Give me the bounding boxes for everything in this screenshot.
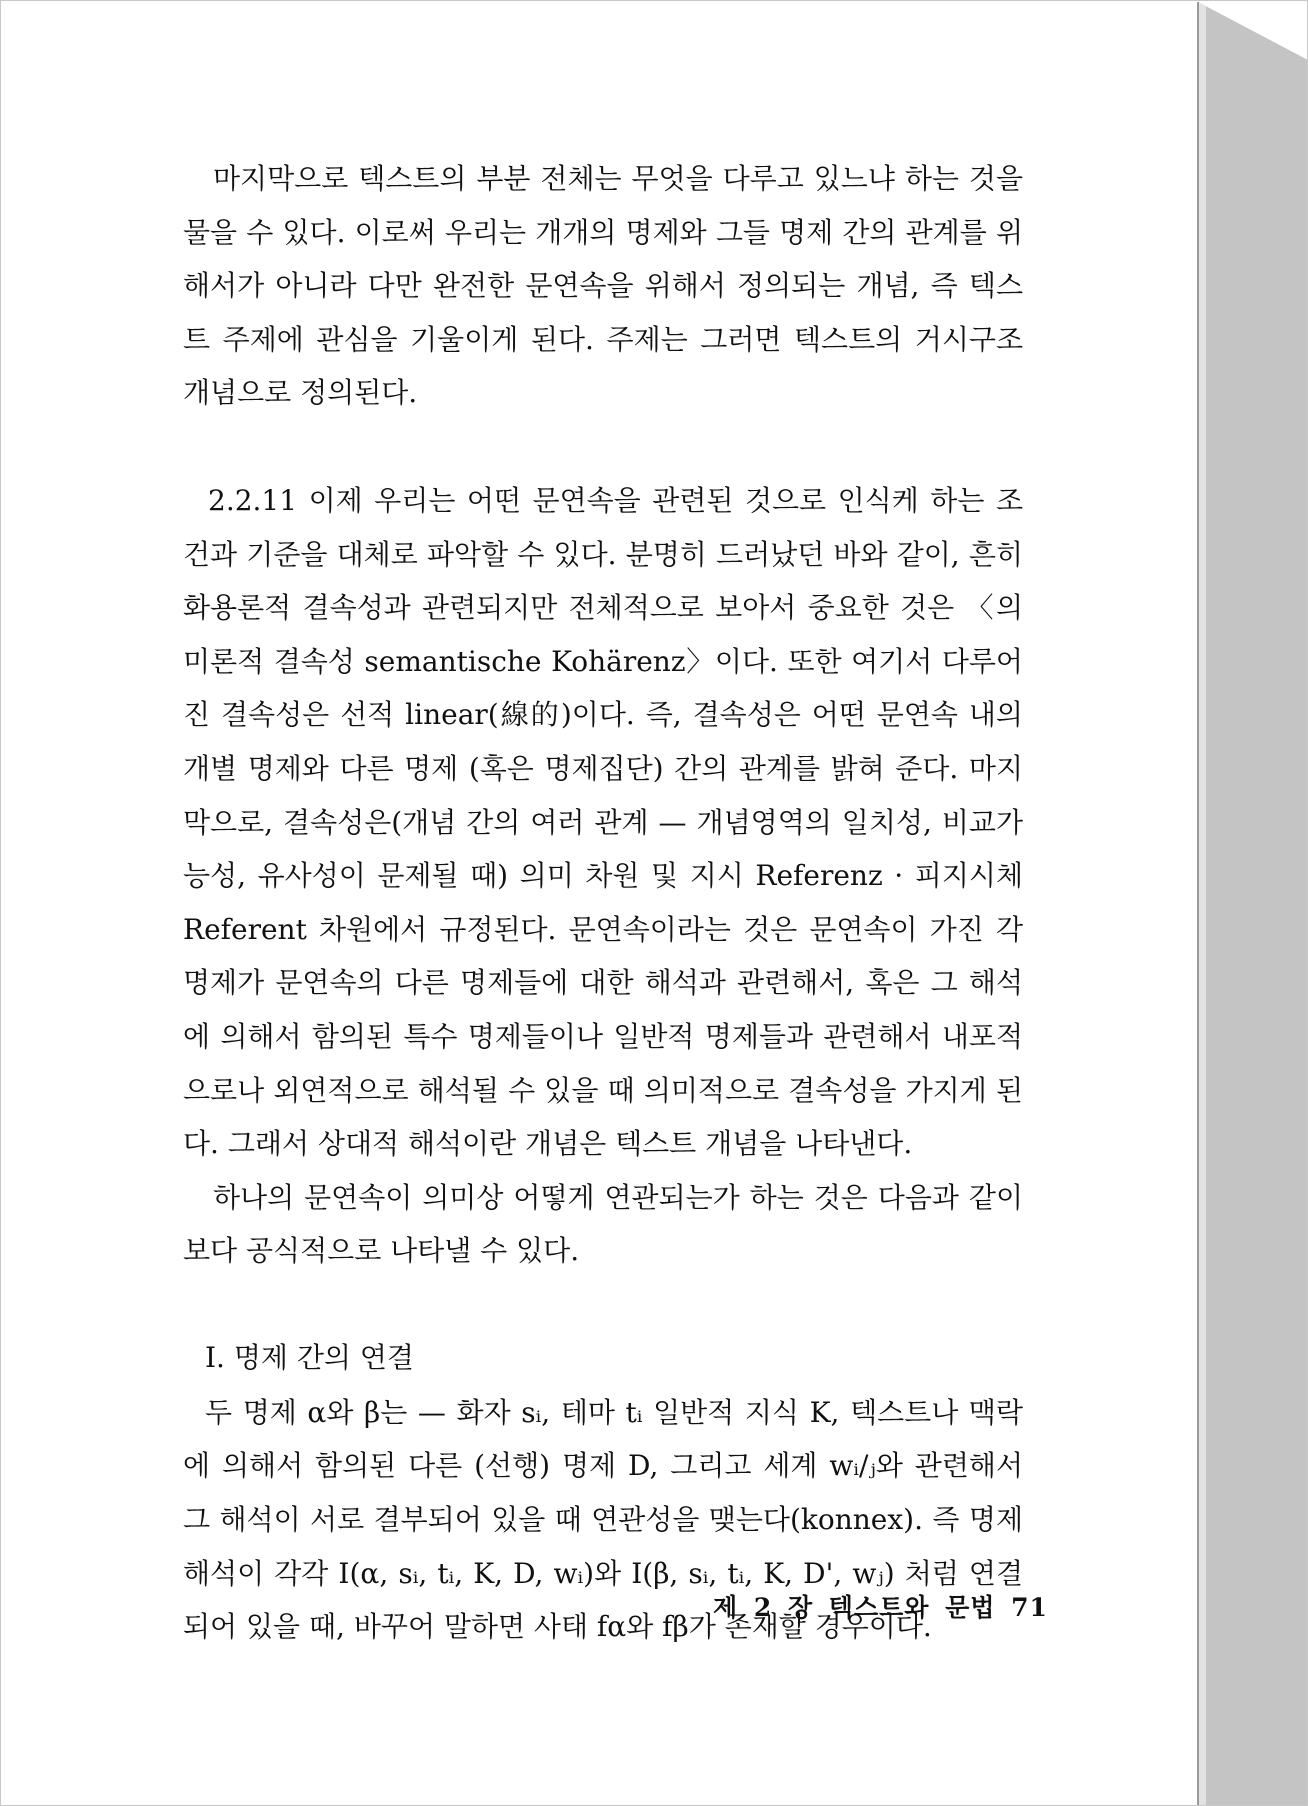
paragraph-connection: 두 명제 α와 β는 — 화자 sᵢ, 테마 tᵢ 일반적 지식 K, 텍스트나 맥락에 의해서 함의된 다른 (선행) 명제 D, 그리고 세계 wᵢ/ⱼ와 관련해서 그 해석이 서로 결부되어 있을 때 연관성을 맺는다(konnex). 즉 명제해석이 각각 I(α, sᵢ, tᵢ, K, D, wᵢ)와 I(β, sᵢ, tᵢ, K, D', wⱼ) 처럼 연결되어 있을 때, 바꾸어 말하면 사태 fα와 fβ가 존재할 경우이다. xyxy=(183,1395,1023,1644)
paragraph-2-2-11: 2.2.11 이제 우리는 어떤 문연속을 관련된 것으로 인식케 하는 조건과 기준을 대체로 파악할 수 있다. 분명히 드러났던 바와 같이, 흔히 화용론적 결속성과 관련되지만 전체적으로 보아서 중요한 것은 〈의미론적 결속성 semantische Kohärenz〉이다. 또한 여기서 다루어진 결속성은 선적 linear(線的)이다. 즉, 결속성은 어떤 문연속 내의 개별 명제와 다른 명제 (혹은 명제집단) 간의 관계를 밝혀 준다. 마지막으로, 결속성은(개념 간의 여러 관계 — 개념영역의 일치성, 비교가능성, 유사성이 문제될 때) 의미 차원 및 지시 Referenz · 피지시체 Referent 차원에서 규정된다. 문연속이라는 것은 문연속이 가진 각 명제가 문연속의 다른 명제들에 대한 해석과 관련해서, 혹은 그 해석에 의해서 함의된 특수 명제들이나 일반적 명제들과 관련해서 내포적으로나 외연적으로 해석될 수 있을 때 의미적으로 결속성을 가지게 된다. 그래서 상대적 해석이란 개념은 텍스트 개념을 나타낸다. xyxy=(183,483,1023,1161)
section-heading: Ⅰ. 명제 간의 연결 xyxy=(205,1340,414,1374)
page-footer: 제 2 장 텍스트와 문법 71 xyxy=(713,1593,1048,1622)
paragraph-topic: 마지막으로 텍스트의 부분 전체는 무엇을 다루고 있느냐 하는 것을 물을 수 있다. 이로써 우리는 개개의 명제와 그들 명제 간의 관계를 위해서가 아니라 다만 완전한 문연속을 위해서 정의되는 개념, 즉 텍스트 주제에 관심을 기울이게 된다. 주제는 그러면 텍스트의 거시구조 개념으로 정의된다. xyxy=(183,162,1023,410)
paragraph-formal: 하나의 문연속이 의미상 어떻게 연관되는가 하는 것은 다음과 같이 보다 공식적으로 나타낼 수 있다. xyxy=(183,1180,1023,1268)
